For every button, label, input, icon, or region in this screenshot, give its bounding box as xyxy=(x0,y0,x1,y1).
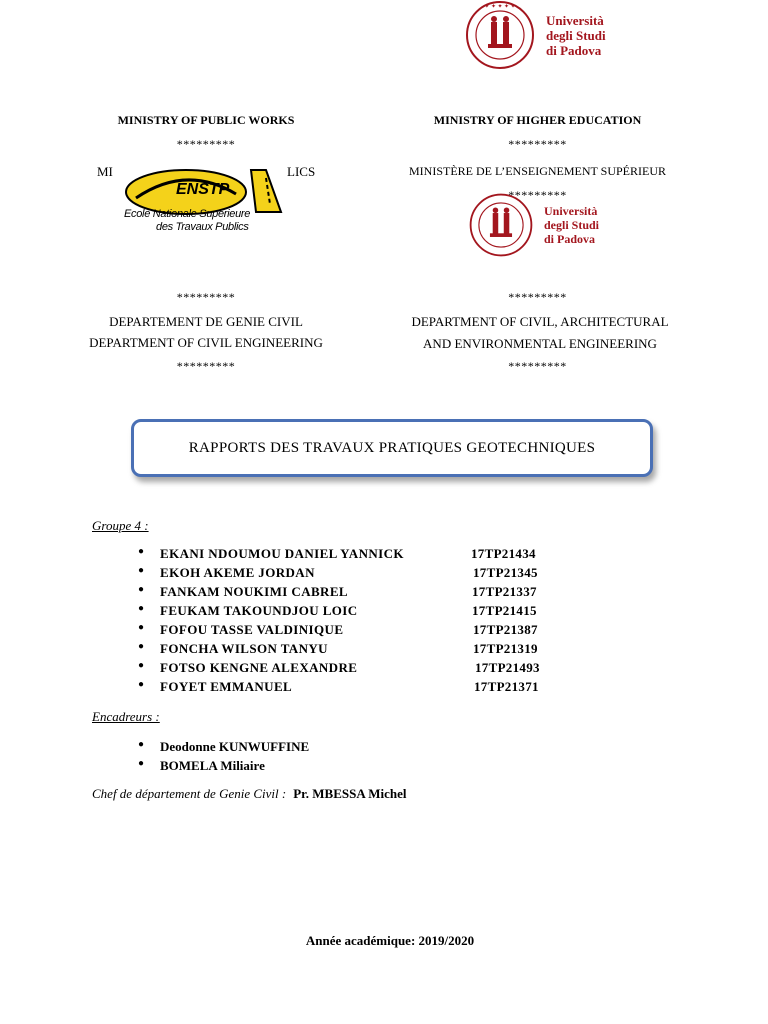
list-item xyxy=(138,565,578,584)
bullet-icon: ● xyxy=(138,584,145,595)
member-name: FEUKAM TAKOUNDJOU LOIC xyxy=(160,603,358,618)
university-name-line2: degli Studi xyxy=(546,27,606,43)
left-ministry-fr-start: MI xyxy=(97,164,113,179)
bullet-icon: ● xyxy=(138,679,145,690)
left-ministry-fr-end: LICS xyxy=(287,164,316,179)
university-logo-middle xyxy=(466,192,599,258)
member-name: FOFOU TASSE VALDINIQUE xyxy=(160,622,344,637)
academic-year: Année académique: 2019/2020 xyxy=(305,933,475,948)
bullet-icon: ● xyxy=(138,758,145,769)
university-name-line1: Università xyxy=(546,12,604,28)
right-ministry: MINISTRY OF HIGHER EDUCATION xyxy=(433,113,642,127)
right-department-line2: AND ENVIRONMENTAL ENGINEERING xyxy=(423,336,657,351)
member-list xyxy=(138,546,578,706)
bullet-icon: ● xyxy=(138,739,145,750)
bullet-icon: ● xyxy=(138,660,145,671)
padova-seal-small-icon xyxy=(466,192,536,258)
bullet-icon: ● xyxy=(138,622,145,633)
supervisor-name: BOMELA Miliaire xyxy=(160,758,265,773)
right-ministry-fr: MINISTÈRE DE L’ENSEIGNEMENT SUPÉRIEUR xyxy=(409,164,666,178)
svg-text:ENSTP: ENSTP xyxy=(176,181,230,198)
member-id: 17TP21371 xyxy=(474,679,539,694)
university-name-middle xyxy=(544,204,599,246)
list-item xyxy=(138,660,578,679)
member-id: 17TP21434 xyxy=(471,546,536,561)
left-stars-1: ********* xyxy=(176,137,236,151)
bullet-icon: ● xyxy=(138,565,145,576)
group-label: Groupe 4 : xyxy=(92,518,149,533)
member-id: 17TP21493 xyxy=(475,660,540,675)
left-stars-3: ********* xyxy=(176,359,236,373)
svg-text:✦ ✦ ✦ ✦ ✦: ✦ ✦ ✦ ✦ ✦ xyxy=(484,4,516,10)
member-id: 17TP21387 xyxy=(473,622,538,637)
list-item xyxy=(138,622,578,641)
right-stars-4: ********* xyxy=(508,359,567,373)
head-label: Chef de département de Genie Civil : xyxy=(92,786,287,801)
head-of-department xyxy=(92,785,407,803)
left-stars-2: ********* xyxy=(176,290,236,304)
member-id: 17TP21415 xyxy=(472,603,537,618)
supervisor-name: Deodonne KUNWUFFINE xyxy=(160,739,310,754)
list-item xyxy=(138,641,578,660)
left-department-fr: DEPARTEMENT DE GENIE CIVIL xyxy=(109,314,303,329)
list-item xyxy=(138,758,438,777)
padova-seal-icon xyxy=(462,0,538,70)
enstp-logo xyxy=(116,164,286,236)
bullet-icon: ● xyxy=(138,546,145,557)
list-item xyxy=(138,603,578,622)
list-item xyxy=(138,739,438,758)
university-name xyxy=(546,13,606,58)
member-id: 17TP21337 xyxy=(472,584,537,599)
supervisor-list xyxy=(138,739,438,779)
enstp-name-line1: Ecole Nationale Supérieure xyxy=(124,208,251,220)
list-item xyxy=(138,584,578,603)
member-name: FOTSO KENGNE ALEXANDRE xyxy=(160,660,358,675)
member-name: FONCHA WILSON TANYU xyxy=(160,641,328,656)
report-title: RAPPORTS DES TRAVAUX PRATIQUES GEOTECHNIQUES xyxy=(188,439,596,456)
left-department-en: DEPARTMENT OF CIVIL ENGINEERING xyxy=(89,335,323,350)
head-name: Pr. MBESSA Michel xyxy=(293,786,407,801)
member-id: 17TP21345 xyxy=(473,565,538,580)
right-stars-2: ********* xyxy=(508,188,567,202)
enstp-name-line2: des Travaux Publics xyxy=(156,221,249,233)
member-name: EKANI NDOUMOU DANIEL YANNICK xyxy=(160,546,404,561)
university-logo-top xyxy=(462,0,606,70)
list-item xyxy=(138,546,578,565)
bullet-icon: ● xyxy=(138,641,145,652)
university-name-middle-line2: degli Studi xyxy=(544,218,600,232)
member-name: FANKAM NOUKIMI CABREL xyxy=(160,584,348,599)
left-ministry: MINISTRY OF PUBLIC WORKS xyxy=(117,113,295,127)
member-name: FOYET EMMANUEL xyxy=(160,679,293,694)
member-id: 17TP21319 xyxy=(473,641,538,656)
university-name-middle-line1: Università xyxy=(544,204,598,218)
supervisors-label: Encadreurs : xyxy=(92,709,160,724)
list-item xyxy=(138,679,578,698)
right-stars-3: ********* xyxy=(508,290,567,304)
university-name-middle-line3: di Padova xyxy=(544,232,596,246)
member-name: EKOH AKEME JORDAN xyxy=(160,565,315,580)
right-department-line1: DEPARTMENT OF CIVIL, ARCHITECTURAL xyxy=(411,314,669,329)
right-stars-1: ********* xyxy=(508,137,567,151)
bullet-icon: ● xyxy=(138,603,145,614)
university-name-line3: di Padova xyxy=(546,42,602,58)
report-title-box xyxy=(131,419,653,477)
